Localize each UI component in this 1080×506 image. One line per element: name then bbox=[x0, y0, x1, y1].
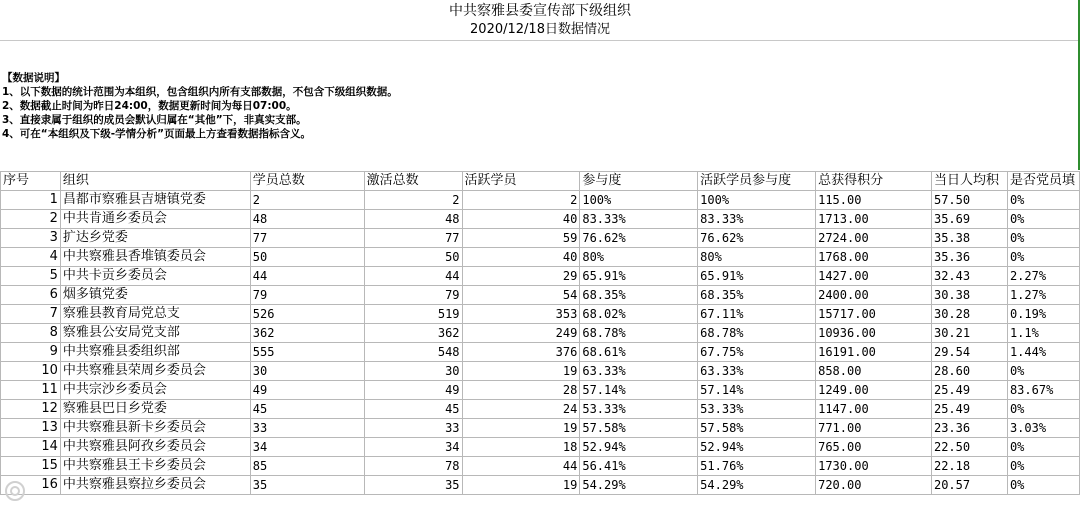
table-row bbox=[1, 248, 1080, 267]
column-header[interactable]: 学员总数 bbox=[250, 172, 364, 191]
table-cell[interactable]: 80% bbox=[580, 248, 698, 267]
column-header[interactable]: 组织 bbox=[60, 172, 250, 191]
table-cell[interactable]: 中共察雅县荣周乡委员会 bbox=[60, 362, 250, 381]
table-cell[interactable]: 519 bbox=[364, 305, 462, 324]
watermark bbox=[4, 478, 124, 506]
table-cell[interactable]: 44 bbox=[364, 267, 462, 286]
column-header[interactable]: 活跃学员参与度 bbox=[698, 172, 816, 191]
table-cell[interactable]: 34 bbox=[364, 438, 462, 457]
table-cell[interactable]: 19 bbox=[462, 362, 580, 381]
table-cell[interactable]: 16 bbox=[1, 476, 61, 495]
table-header-row bbox=[1, 172, 1080, 191]
table-cell[interactable]: 48 bbox=[250, 210, 364, 229]
table-cell[interactable]: 30 bbox=[364, 362, 462, 381]
column-header[interactable]: 激活总数 bbox=[364, 172, 462, 191]
table-cell[interactable]: 67.11% bbox=[698, 305, 816, 324]
table-cell[interactable]: 昌都市察雅县吉塘镇党委 bbox=[60, 191, 250, 210]
table-cell[interactable]: 79 bbox=[364, 286, 462, 305]
table-row bbox=[1, 343, 1080, 362]
table-cell[interactable]: 83.33% bbox=[698, 210, 816, 229]
table-cell[interactable]: 33 bbox=[250, 419, 364, 438]
table-cell[interactable]: 80% bbox=[698, 248, 816, 267]
table-cell[interactable]: 20.57 bbox=[931, 476, 1007, 495]
table-row bbox=[1, 381, 1080, 400]
table-cell[interactable]: 29.54 bbox=[931, 343, 1007, 362]
table-body bbox=[1, 191, 1080, 495]
table-cell[interactable]: 3 bbox=[1, 229, 61, 248]
table-cell[interactable]: 858.00 bbox=[816, 362, 932, 381]
table-row bbox=[1, 191, 1080, 210]
table-cell[interactable]: 1713.00 bbox=[816, 210, 932, 229]
table-cell[interactable]: 1.44% bbox=[1007, 343, 1079, 362]
table-cell[interactable]: 100% bbox=[580, 191, 698, 210]
table-cell[interactable]: 68.35% bbox=[580, 286, 698, 305]
table-row bbox=[1, 286, 1080, 305]
table-cell[interactable]: 48 bbox=[364, 210, 462, 229]
table-cell[interactable]: 33 bbox=[364, 419, 462, 438]
table-cell[interactable]: 1427.00 bbox=[816, 267, 932, 286]
table-cell[interactable]: 68.02% bbox=[580, 305, 698, 324]
table-cell[interactable]: 29 bbox=[462, 267, 580, 286]
table-cell[interactable]: 76.62% bbox=[698, 229, 816, 248]
table-cell[interactable]: 15 bbox=[1, 457, 61, 476]
table-cell[interactable]: 68.35% bbox=[698, 286, 816, 305]
header-divider bbox=[0, 40, 1078, 41]
table-cell[interactable]: 6 bbox=[1, 286, 61, 305]
table-cell[interactable]: 771.00 bbox=[816, 419, 932, 438]
table-cell[interactable]: 中共察雅县察拉乡委员会 bbox=[60, 476, 250, 495]
table-cell[interactable]: 22.50 bbox=[931, 438, 1007, 457]
table-cell[interactable]: 烟多镇党委 bbox=[60, 286, 250, 305]
table-cell[interactable]: 1249.00 bbox=[816, 381, 932, 400]
table-cell[interactable]: 526 bbox=[250, 305, 364, 324]
table-cell[interactable]: 34 bbox=[250, 438, 364, 457]
table-cell[interactable]: 1.1% bbox=[1007, 324, 1079, 343]
note-line: 4、可在“本组织及下级-学情分析”页面最上方查看数据指标含义。 bbox=[2, 128, 311, 140]
table-cell[interactable]: 2 bbox=[250, 191, 364, 210]
column-header[interactable]: 参与度 bbox=[580, 172, 698, 191]
table-cell[interactable]: 54.29% bbox=[698, 476, 816, 495]
table-cell[interactable]: 0% bbox=[1007, 210, 1079, 229]
table-cell[interactable]: 57.50 bbox=[931, 191, 1007, 210]
table-cell[interactable]: 83.33% bbox=[580, 210, 698, 229]
table-cell[interactable]: 中共察雅县阿孜乡委员会 bbox=[60, 438, 250, 457]
table-cell[interactable]: 52.94% bbox=[698, 438, 816, 457]
table-row bbox=[1, 324, 1080, 343]
table-cell[interactable]: 23.36 bbox=[931, 419, 1007, 438]
table-row bbox=[1, 438, 1080, 457]
table-cell[interactable]: 9 bbox=[1, 343, 61, 362]
table-cell[interactable]: 2.27% bbox=[1007, 267, 1079, 286]
table-cell[interactable]: 10936.00 bbox=[816, 324, 932, 343]
table-cell[interactable]: 0% bbox=[1007, 362, 1079, 381]
table-cell[interactable]: 1768.00 bbox=[816, 248, 932, 267]
table-row bbox=[1, 476, 1080, 495]
table-cell[interactable]: 79 bbox=[250, 286, 364, 305]
table-cell[interactable]: 63.33% bbox=[698, 362, 816, 381]
table-cell[interactable]: 28.60 bbox=[931, 362, 1007, 381]
table-cell[interactable]: 25.49 bbox=[931, 381, 1007, 400]
table-cell[interactable]: 4 bbox=[1, 248, 61, 267]
table-cell[interactable]: 765.00 bbox=[816, 438, 932, 457]
table-row bbox=[1, 305, 1080, 324]
table-cell[interactable]: 65.91% bbox=[698, 267, 816, 286]
table-cell[interactable]: 30.38 bbox=[931, 286, 1007, 305]
table-cell[interactable]: 555 bbox=[250, 343, 364, 362]
table-cell[interactable]: 68.61% bbox=[580, 343, 698, 362]
table-cell[interactable]: 0% bbox=[1007, 438, 1079, 457]
table-cell[interactable]: 100% bbox=[698, 191, 816, 210]
table-cell[interactable]: 2 bbox=[1, 210, 61, 229]
table-cell[interactable]: 57.14% bbox=[580, 381, 698, 400]
table-cell[interactable]: 77 bbox=[364, 229, 462, 248]
table-cell[interactable]: 30.21 bbox=[931, 324, 1007, 343]
table-cell[interactable]: 1.27% bbox=[1007, 286, 1079, 305]
table-cell[interactable]: 362 bbox=[364, 324, 462, 343]
report-header bbox=[0, 0, 1080, 39]
table-cell[interactable]: 59 bbox=[462, 229, 580, 248]
table-cell[interactable]: 50 bbox=[364, 248, 462, 267]
table-cell[interactable]: 32.43 bbox=[931, 267, 1007, 286]
table-cell[interactable]: 0% bbox=[1007, 457, 1079, 476]
table-cell[interactable]: 49 bbox=[250, 381, 364, 400]
table-cell[interactable]: 353 bbox=[462, 305, 580, 324]
table-cell[interactable]: 19 bbox=[462, 476, 580, 495]
note-line: 2、数据截止时间为昨日24:00，数据更新时间为每日07:00。 bbox=[2, 100, 297, 112]
table-cell[interactable]: 57.14% bbox=[698, 381, 816, 400]
table-cell[interactable]: 18 bbox=[462, 438, 580, 457]
table-row bbox=[1, 419, 1080, 438]
table-cell[interactable]: 15717.00 bbox=[816, 305, 932, 324]
table-cell[interactable]: 77 bbox=[250, 229, 364, 248]
table-cell[interactable]: 中共肯通乡委员会 bbox=[60, 210, 250, 229]
table-cell[interactable]: 51.76% bbox=[698, 457, 816, 476]
table-cell[interactable]: 13 bbox=[1, 419, 61, 438]
table-cell[interactable]: 68.78% bbox=[580, 324, 698, 343]
table-cell[interactable]: 3.03% bbox=[1007, 419, 1079, 438]
note-line: 3、直接隶属于组织的成员会默认归属在“其他”下，非真实支部。 bbox=[2, 114, 307, 126]
table-cell[interactable]: 78 bbox=[364, 457, 462, 476]
table-cell[interactable]: 察雅县巴日乡党委 bbox=[60, 400, 250, 419]
table-cell[interactable]: 2 bbox=[462, 191, 580, 210]
table-cell[interactable]: 56.41% bbox=[580, 457, 698, 476]
table-cell[interactable]: 22.18 bbox=[931, 457, 1007, 476]
table-cell[interactable]: 1 bbox=[1, 191, 61, 210]
table-cell[interactable]: 12 bbox=[1, 400, 61, 419]
table-cell[interactable]: 5 bbox=[1, 267, 61, 286]
table-cell[interactable]: 0% bbox=[1007, 229, 1079, 248]
table-row bbox=[1, 210, 1080, 229]
table-cell[interactable]: 0.19% bbox=[1007, 305, 1079, 324]
column-header[interactable]: 是否党员填 bbox=[1007, 172, 1079, 191]
table-cell[interactable]: 中共察雅县新卡乡委员会 bbox=[60, 419, 250, 438]
table-cell[interactable]: 中共宗沙乡委员会 bbox=[60, 381, 250, 400]
stats-table bbox=[0, 171, 1080, 495]
table-row bbox=[1, 400, 1080, 419]
table-cell[interactable]: 76.62% bbox=[580, 229, 698, 248]
table-cell[interactable]: 49 bbox=[364, 381, 462, 400]
table-cell[interactable]: 50 bbox=[250, 248, 364, 267]
column-header[interactable]: 总获得积分 bbox=[816, 172, 932, 191]
table-row bbox=[1, 267, 1080, 286]
table-cell[interactable]: 63.33% bbox=[580, 362, 698, 381]
table-cell[interactable]: 11 bbox=[1, 381, 61, 400]
table-cell[interactable]: 30 bbox=[250, 362, 364, 381]
table-cell[interactable]: 115.00 bbox=[816, 191, 932, 210]
table-cell[interactable]: 53.33% bbox=[580, 400, 698, 419]
table-cell[interactable]: 45 bbox=[364, 400, 462, 419]
page-title: 中共察雅县委宣传部下级组织 bbox=[449, 3, 631, 19]
table-cell[interactable]: 35.69 bbox=[931, 210, 1007, 229]
table-cell[interactable]: 54 bbox=[462, 286, 580, 305]
table-cell[interactable]: 376 bbox=[462, 343, 580, 362]
table-cell[interactable]: 52.94% bbox=[580, 438, 698, 457]
table-cell[interactable]: 54.29% bbox=[580, 476, 698, 495]
table-cell[interactable]: 83.67% bbox=[1007, 381, 1079, 400]
table-row bbox=[1, 362, 1080, 381]
table-cell[interactable]: 68.78% bbox=[698, 324, 816, 343]
page-subtitle: 2020/12/18日数据情况 bbox=[470, 22, 610, 37]
table-cell[interactable]: 1730.00 bbox=[816, 457, 932, 476]
table-cell[interactable]: 45 bbox=[250, 400, 364, 419]
table-cell[interactable]: 2724.00 bbox=[816, 229, 932, 248]
table-cell[interactable]: 35 bbox=[250, 476, 364, 495]
table-cell[interactable]: 40 bbox=[462, 248, 580, 267]
table-row bbox=[1, 457, 1080, 476]
table-cell[interactable]: 57.58% bbox=[580, 419, 698, 438]
table-cell[interactable]: 察雅县教育局党总支 bbox=[60, 305, 250, 324]
column-header[interactable]: 当日人均积 bbox=[931, 172, 1007, 191]
table-cell[interactable]: 扩达乡党委 bbox=[60, 229, 250, 248]
table-cell[interactable]: 548 bbox=[364, 343, 462, 362]
table-cell[interactable]: 67.75% bbox=[698, 343, 816, 362]
watermark-logo-icon bbox=[4, 480, 26, 502]
table-cell[interactable]: 44 bbox=[250, 267, 364, 286]
note-line: 1、以下数据的统计范围为本组织，包含组织内所有支部数据，不包含下级组织数据。 bbox=[2, 86, 398, 98]
table-cell[interactable]: 8 bbox=[1, 324, 61, 343]
table-cell[interactable]: 362 bbox=[250, 324, 364, 343]
column-header[interactable]: 活跃学员 bbox=[462, 172, 580, 191]
table-cell[interactable]: 0% bbox=[1007, 400, 1079, 419]
table-row bbox=[1, 229, 1080, 248]
data-notes bbox=[2, 71, 398, 141]
table-cell[interactable]: 53.33% bbox=[698, 400, 816, 419]
table-cell[interactable]: 14 bbox=[1, 438, 61, 457]
table-cell[interactable]: 19 bbox=[462, 419, 580, 438]
table-cell[interactable]: 中共卡贡乡委员会 bbox=[60, 267, 250, 286]
table-cell[interactable]: 10 bbox=[1, 362, 61, 381]
table-cell[interactable]: 28 bbox=[462, 381, 580, 400]
table-cell[interactable]: 7 bbox=[1, 305, 61, 324]
table-cell[interactable]: 2400.00 bbox=[816, 286, 932, 305]
table-cell[interactable]: 中共察雅县王卡乡委员会 bbox=[60, 457, 250, 476]
table-cell[interactable]: 0% bbox=[1007, 248, 1079, 267]
table-cell[interactable]: 0% bbox=[1007, 476, 1079, 495]
column-header[interactable]: 序号 bbox=[1, 172, 61, 191]
table-cell[interactable]: 35 bbox=[364, 476, 462, 495]
table-cell[interactable]: 35.38 bbox=[931, 229, 1007, 248]
table-cell[interactable]: 24 bbox=[462, 400, 580, 419]
table-cell[interactable]: 中共察雅县香堆镇委员会 bbox=[60, 248, 250, 267]
table-cell[interactable]: 57.58% bbox=[698, 419, 816, 438]
table-cell[interactable]: 35.36 bbox=[931, 248, 1007, 267]
notes-heading: 【数据说明】 bbox=[2, 72, 65, 84]
table-cell[interactable]: 720.00 bbox=[816, 476, 932, 495]
table-cell[interactable]: 16191.00 bbox=[816, 343, 932, 362]
table-cell[interactable]: 65.91% bbox=[580, 267, 698, 286]
table-cell[interactable]: 30.28 bbox=[931, 305, 1007, 324]
table-cell[interactable]: 察雅县公安局党支部 bbox=[60, 324, 250, 343]
table-cell[interactable]: 44 bbox=[462, 457, 580, 476]
table-cell[interactable]: 2 bbox=[364, 191, 462, 210]
table-cell[interactable]: 249 bbox=[462, 324, 580, 343]
table-cell[interactable]: 40 bbox=[462, 210, 580, 229]
table-cell[interactable]: 0% bbox=[1007, 191, 1079, 210]
table-cell[interactable]: 1147.00 bbox=[816, 400, 932, 419]
table-cell[interactable]: 中共察雅县委组织部 bbox=[60, 343, 250, 362]
table-cell[interactable]: 25.49 bbox=[931, 400, 1007, 419]
table-cell[interactable]: 85 bbox=[250, 457, 364, 476]
